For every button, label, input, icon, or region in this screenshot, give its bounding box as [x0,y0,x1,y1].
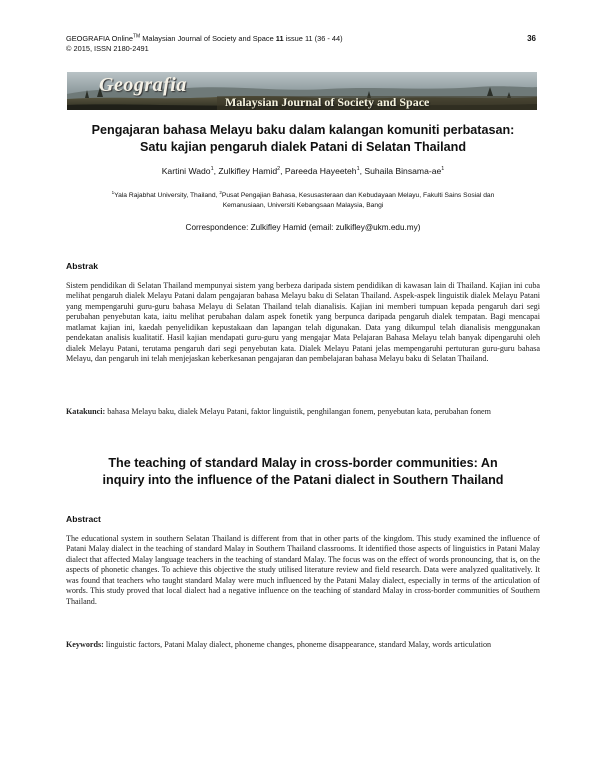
author-list: Kartini Wado$^1$, Zulkifley Hamid$^2$, Pareeda Hayeeteh$^1$, Suhaila Binsama-$ae^1$ [161,166,445,176]
article-title-english [66,455,540,488]
abstrak-heading: Abstrak [66,261,98,271]
katakunci [66,407,540,417]
trademark-mark: TM [132,33,141,40]
page-number: 36 [527,34,536,43]
affiliation-2: Pusat Pengajian Bahasa, Kesusasteraan dan Kebudayaan Melayu, Fakulti Sains Sosial dan [221,192,495,199]
title-en-line-2: inquiry into the influence of the Patani dialect in Southern Thailand [102,472,504,487]
keywords-label: Keywords: [66,640,104,649]
title-line-1: Pengajaran bahasa Melayu baku dalam kalangan komuniti perbatasan: [91,123,515,137]
copyright-line: © 2015, ISSN 2180-2491 [66,43,149,53]
katakunci-list: bahasa Melayu baku, dialek Melayu Patani, faktor linguistik, penghilangan fonem, penyebutan kata, perubahan fonem [105,407,491,416]
katakunci-label: Katakunci: [66,407,106,416]
banner-logo: Geografia [99,74,187,96]
author: Suhaila Binsama-$ae^1$ [364,166,445,176]
banner-subtitle: Malaysian Journal of Society and Space [225,95,430,109]
correspondence: Correspondence: Zulkifley Hamid (email: zulkifley@ukm.edu.my) [185,223,421,232]
keywords [66,640,540,650]
author: Pareeda Hayeeteh$^1$ [284,166,360,176]
abstract-heading: Abstract [66,514,101,524]
article-title-malay [66,122,540,155]
keywords-list: linguistic factors, Patani Malay dialect, phoneme changes, phoneme disappearance, standard Malay, words articulation [103,640,492,649]
volume-number: 11 [275,34,284,43]
journal-name: GEOGRAFIA Online [66,34,133,43]
affiliation-1: Yala Rajabhat University, Thailand, [114,192,220,199]
issue-info: issue 11 (36 - 44) [283,34,343,43]
author: Zulkifley Hamid$^2$ [218,166,281,176]
journal-citation [66,34,536,44]
affiliations: $^1$Yala Rajabhat University, Thailand, $^2$Pusat Pengajian Bahasa, Kesusasteraan dan Kebudayaan Melayu, Fakulti Sains Sosial dan Kemanusiaan, Universiti Kebangsaan Malaysia, Bangi [70,191,536,211]
running-head [66,34,536,53]
title-line-2: Satu kajian pengaruh dialek Patani di Selatan Thailand [139,139,467,154]
abstract-body: The educational system in southern Selatan Thailand is different from that in other parts of the kingdom. This study examined the influence of Patani Malay dialect in the teaching of standard Malay in Southern Thailand classrooms. It identified those aspects of linguistics in Patani Malay dialect that affected Malay language teachers in the teaching of standard Malay. The focus was on the effect of words pronouncing, that is, on the aspects of phonetic changes. To achieve this objective the study utilised literature review and field research. Data were analyzed qualitatively. It was found that teachers who taught standard Malay were much influenced by the Patani Malay dialect, especially in terms of the articulation of words. This study proved that local dialect had a negative influence on the teaching of standard Malay in cross-border communities of Southern Thailand. [66,534,540,606]
author: Kartini Wado$^1$ [161,166,214,176]
abstrak-body: Sistem pendidikan di Selatan Thailand mempunyai sistem yang berbeza daripada sistem pendidikan di kawasan lain di Thailand. Kajian ini cuba melihat pengaruh dialek Melayu Patani dalam pengajaran bahasa Melayu baku di Selatan Thailand. Aspek-aspek linguistik dialek Melayu Patani yang mempengaruhi guru-guru bahasa Melayu di Selatan Thailand telah dianalisis. Kajian ini memberi tumpuan kepada pengaruh dari segi perubahan penyebutan kata, iaitu melihat perubahan dalam aspek fonetik yang berpunca daripada pengaruh dialek tempatan. Bagi mencapai matlamat kajian ini, kaedah penyelidikan kepustakaan dan lapangan telah digunakan. Data yang dikumpul telah dianalisis menggunakan pendekatan analisis kualitatif. Hasil kajian mendapati guru-guru yang mengajar Mata Pelajaran Bahasa Melayu telah banyak dipengaruhi oleh dialek Melayu Patani, terutama pengaruh dari segi penyebutan kata. Dialek Melayu Patani jelas mempengaruhi pertuturan guru-guru bahasa Melayu, dan pengaruh ini telah menjejaskan keberkesanan pengajaran dan pembelajaran bahasa Melayu baku di Selatan Thailand. [66,281,540,364]
journal-subtitle: Malaysian Journal of Society and Space [140,34,276,43]
title-en-line-1: The teaching of standard Malay in cross-border communities: An [108,456,498,470]
affiliation-2-cont: Kemanusiaan, Universiti Kebangsaan Malaysia, Bangi [222,202,384,209]
journal-banner [67,72,537,110]
